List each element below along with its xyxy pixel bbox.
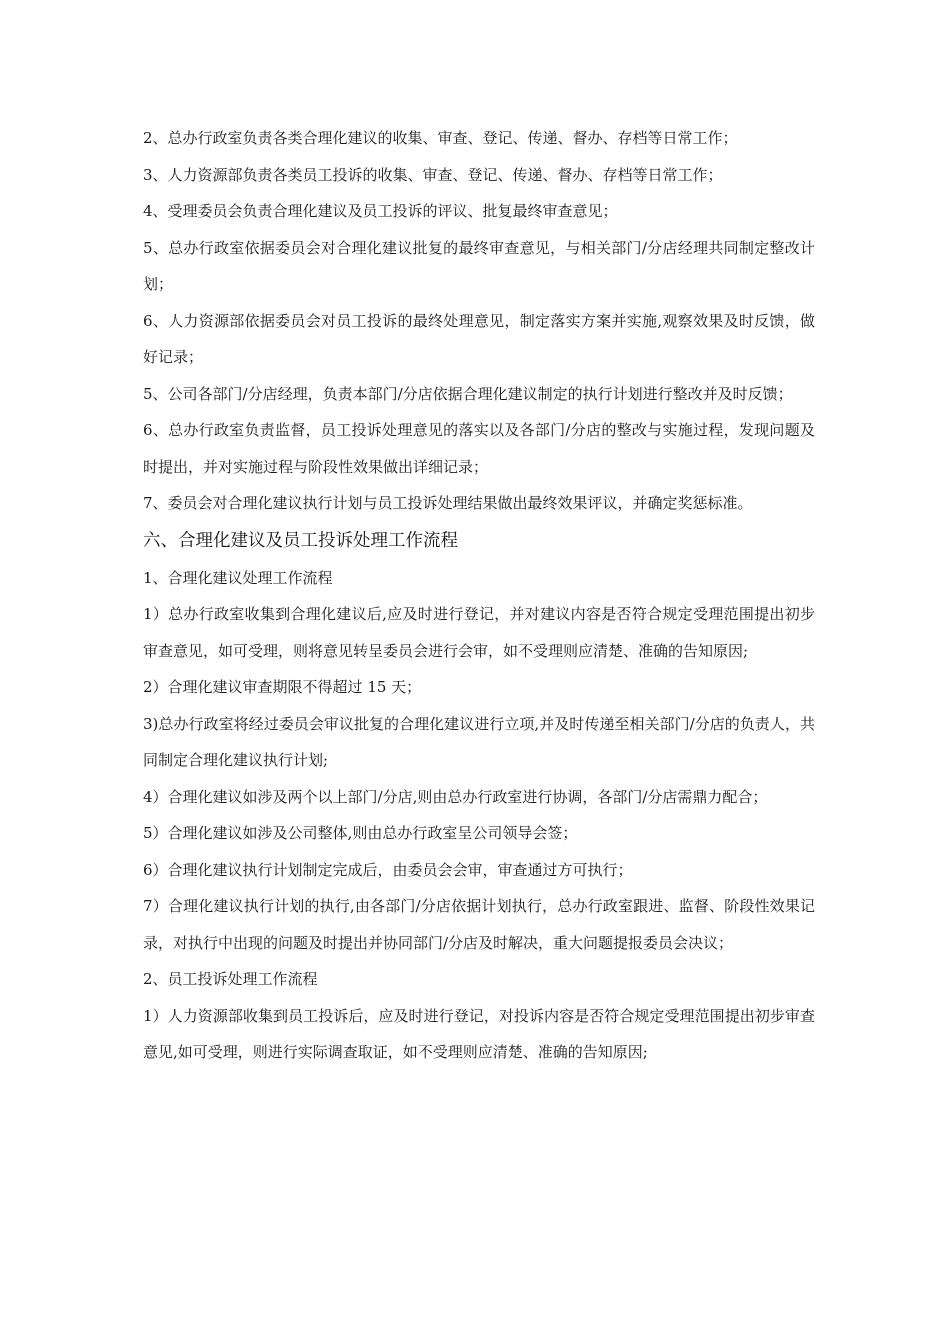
paragraph-admin-supervision: 6、总办行政室负责监督，员工投诉处理意见的落实以及各部门/分店的整改与实施过程，发现问题及时提出，并对实施过程与阶段性效果做出详细记录； — [143, 421, 815, 476]
subheading-suggestion-workflow: 1、合理化建议处理工作流程 — [143, 568, 333, 587]
paragraph-suggestion-step-6: 6）合理化建议执行计划制定完成后，由委员会会审，审查通过方可执行； — [143, 860, 633, 879]
paragraph-suggestion-step-7: 7）合理化建议执行计划的执行,由各部门/分店依据计划执行，总办行政室跟进、监督、阶段性效果记录，对执行中出现的问题及时提出并协同部门/分店及时解决，重大问题提报委员会决议； — [143, 897, 815, 952]
paragraph-suggestion-step-4: 4）合理化建议如涉及两个以上部门/分店,则由总办行政室进行协调，各部门/分店需鼎力配合； — [143, 787, 768, 806]
paragraph-hr-complaint-duty: 3、人力资源部负责各类员工投诉的收集、审查、登记、传递、督办、存档等日常工作； — [143, 165, 723, 184]
paragraph-suggestion-step-5: 5）合理化建议如涉及公司整体,则由总办行政室呈公司领导会签； — [143, 824, 578, 842]
paragraph-committee-evaluation: 7、委员会对合理化建议执行计划与员工投诉处理结果做出最终效果评议，并确定奖惩标准。 — [143, 494, 753, 512]
paragraph-dept-suggestion-duty: 2、总办行政室负责各类合理化建议的收集、审查、登记、传递、督办、存档等日常工作； — [143, 129, 738, 147]
paragraph-complaint-step-1: 1）人力资源部收集到员工投诉后，应及时进行登记，对投诉内容是否符合规定受理范围提出初步审查意见,如可受理，则进行实际调查取证，如不受理则应清楚、准确的告知原因; — [143, 1006, 815, 1061]
paragraph-suggestion-step-1: 1）总办行政室收集到合理化建议后,应及时进行登记，并对建议内容是否符合规定受理范围提出初步审查意见，如可受理，则将意见转呈委员会进行会审，如不受理则应清楚、准确的告知原因; — [143, 605, 815, 660]
document-body — [143, 120, 815, 1071]
subheading-complaint-workflow: 2、员工投诉处理工作流程 — [143, 970, 318, 988]
paragraph-suggestion-step-2: 2）合理化建议审查期限不得超过 15 天； — [143, 678, 422, 696]
paragraph-committee-duty: 4、受理委员会负责合理化建议及员工投诉的评议、批复最终审查意见； — [143, 202, 618, 220]
paragraph-suggestion-step-3: 3)总办行政室将经过委员会审议批复的合理化建议进行立项,并及时传递至相关部门/分店的负责人，共同制定合理化建议执行计划; — [143, 714, 815, 769]
section-heading-workflow: 六、合理化建议及员工投诉处理工作流程 — [143, 530, 458, 551]
paragraph-hr-implementation: 6、人力资源部依据委员会对员工投诉的最终处理意见，制定落实方案并实施,观察效果及时反馈，做好记录； — [143, 311, 815, 366]
paragraph-admin-rectification-plan: 5、总办行政室依据委员会对合理化建议批复的最终审查意见，与相关部门/分店经理共同制定整改计划； — [143, 238, 815, 293]
paragraph-managers-duty: 5、公司各部门/分店经理，负责本部门/分店依据合理化建议制定的执行计划进行整改并及时反馈； — [143, 384, 793, 403]
